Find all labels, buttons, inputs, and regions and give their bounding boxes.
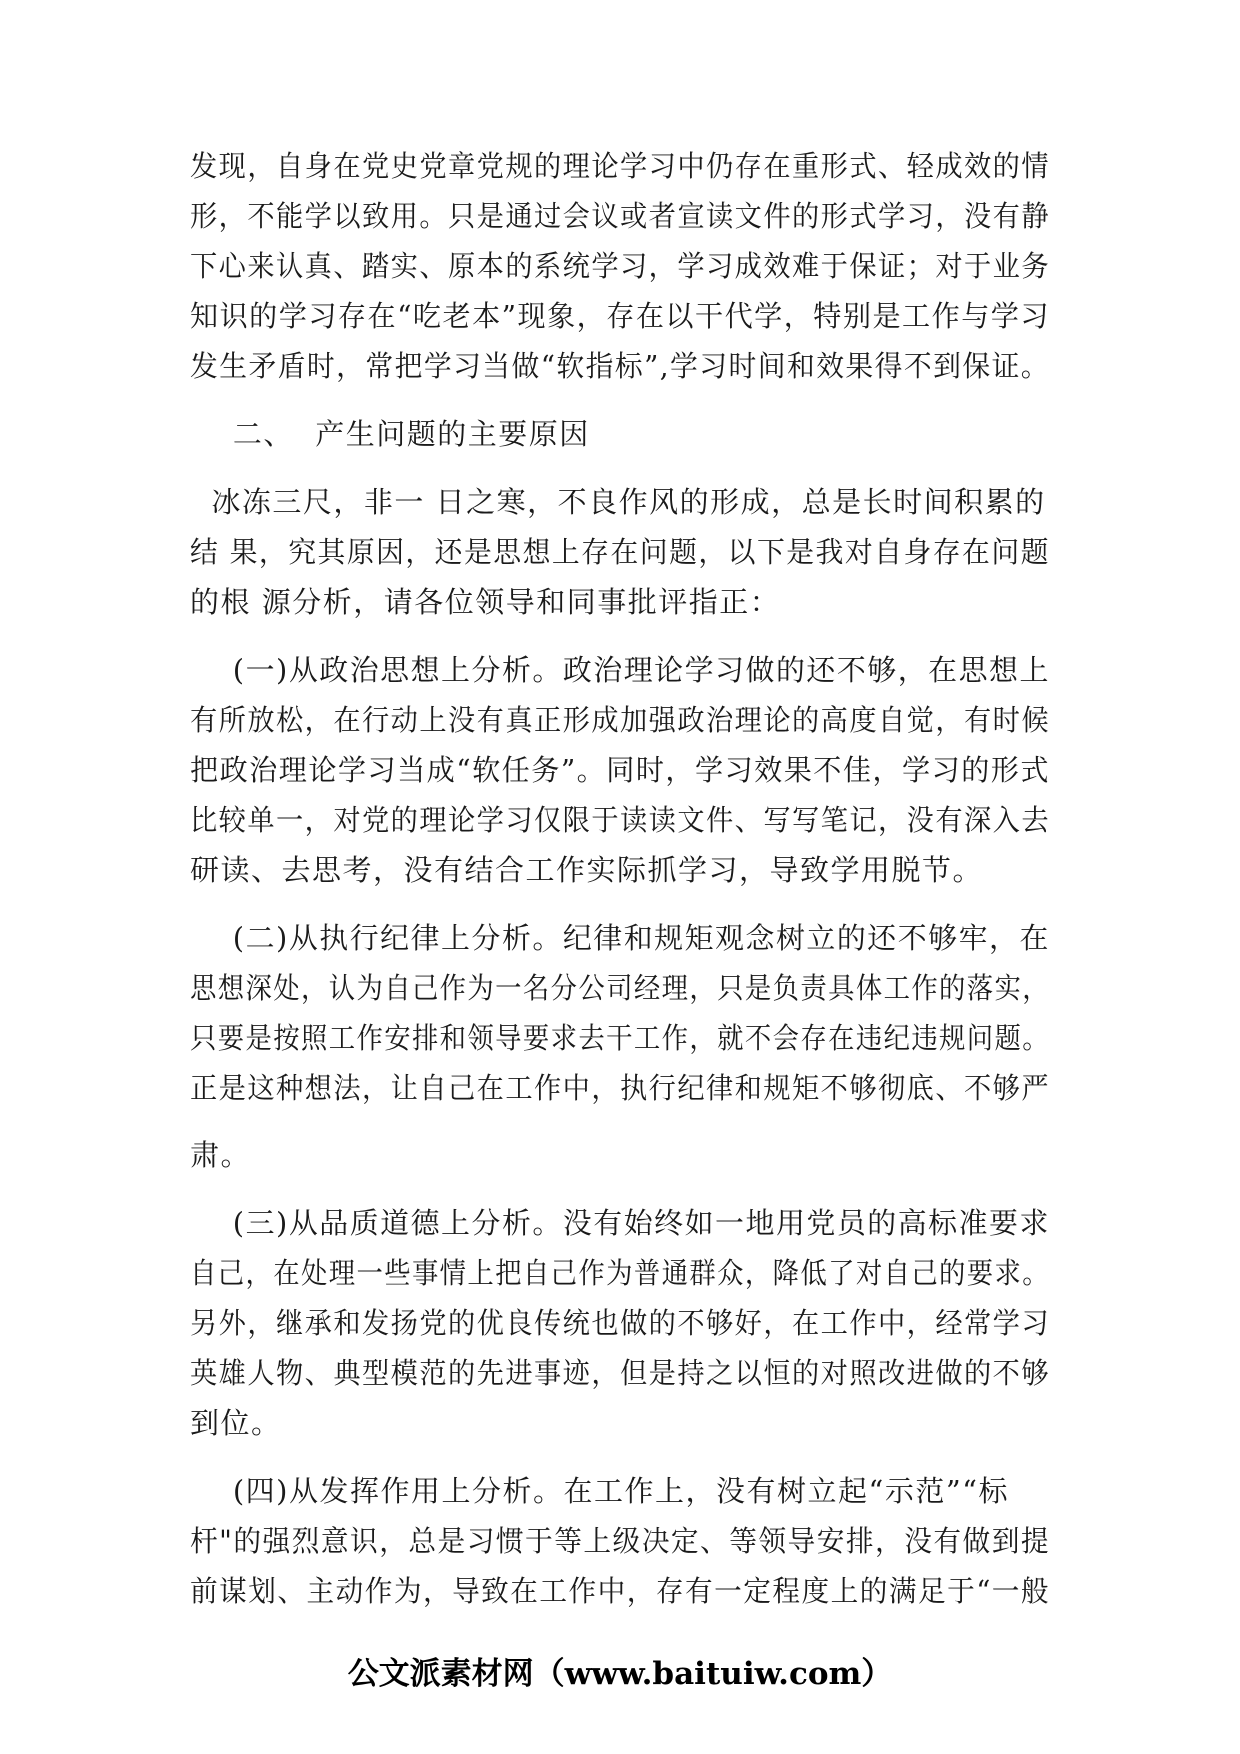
body-line: 冰冻三尺，非一 日之寒，不良作风的形成，总是长时间积累的 [190, 485, 1046, 519]
body-line: (一)从政治思想上分析。政治理论学习做的还不够，在思想上 [190, 653, 1050, 687]
body-line: 下心来认真、踏实、原本的系统学习，学习成效难于保证；对于业务 [190, 249, 1051, 283]
body-line: (四)从发挥作用上分析。在工作上，没有树立起“示范”“标 [190, 1474, 1009, 1508]
body-line: 思想深处，认为自己作为一名分公司经理，只是负责具体工作的落实， [190, 971, 1051, 1005]
body-line: 只要是按照工作安排和领导要求去干工作，就不会存在违纪违规问题。 [190, 1021, 1051, 1055]
body-line: 到位。 [190, 1406, 282, 1440]
body-line: (三)从品质道德上分析。没有始终如一地用党员的高标准要求 [190, 1206, 1050, 1240]
footer-watermark: 公文派素材网（www.baituiw.com） [347, 1656, 893, 1692]
body-line: 发现，自身在党史党章党规的理论学习中仍存在重形式、轻成效的情 [190, 149, 1051, 183]
body-line: 另外，继承和发扬党的优良传统也做的不够好，在工作中，经常学习 [190, 1306, 1051, 1340]
body-line: 英雄人物、典型模范的先进事迹，但是持之以恒的对照改进做的不够 [190, 1356, 1051, 1390]
body-line: 正是这种想法，让自己在工作中，执行纪律和规矩不够彻底、不够严 [190, 1071, 1051, 1105]
body-line: 形，不能学以致用。只是通过会议或者宣读文件的形式学习，没有静 [190, 199, 1051, 233]
body-line: 的根 源分析，请各位领导和同事批评指正： [190, 585, 781, 619]
body-line: 有所放松，在行动上没有真正形成加强政治理论的高度自觉，有时候 [190, 703, 1051, 737]
section-heading: 二、 产生问题的主要原因 [190, 417, 590, 451]
body-line: 把政治理论学习当成“软任务”。同时，学习效果不佳，学习的形式 [190, 753, 1050, 787]
body-line: 自己，在处理一些事情上把自己作为普通群众，降低了对自己的要求。 [190, 1256, 1051, 1290]
body-line: 知识的学习存在“吃老本”现象，存在以干代学，特别是工作与学习 [190, 299, 1050, 333]
body-line: 结 果，究其原因，还是思想上存在问题，以下是我对自身存在问题 [190, 535, 1050, 569]
body-line: 前谋划、主动作为，导致在工作中，存有一定程度上的满足于“一般 [190, 1574, 1051, 1608]
body-line: 肃。 [190, 1138, 252, 1172]
body-line: (二)从执行纪律上分析。纪律和规矩观念树立的还不够牢，在 [190, 921, 1050, 955]
body-line: 研读、去思考，没有结合工作实际抓学习，导致学用脱节。 [190, 853, 984, 887]
body-line: 发生矛盾时，常把学习当做“软指标”,学习时间和效果得不到保证。 [190, 349, 1051, 383]
body-line: 杆"的强烈意识，总是习惯于等上级决定、等领导安排，没有做到提 [190, 1524, 1051, 1558]
body-line: 比较单一，对党的理论学习仅限于读读文件、写写笔记，没有深入去 [190, 803, 1051, 837]
